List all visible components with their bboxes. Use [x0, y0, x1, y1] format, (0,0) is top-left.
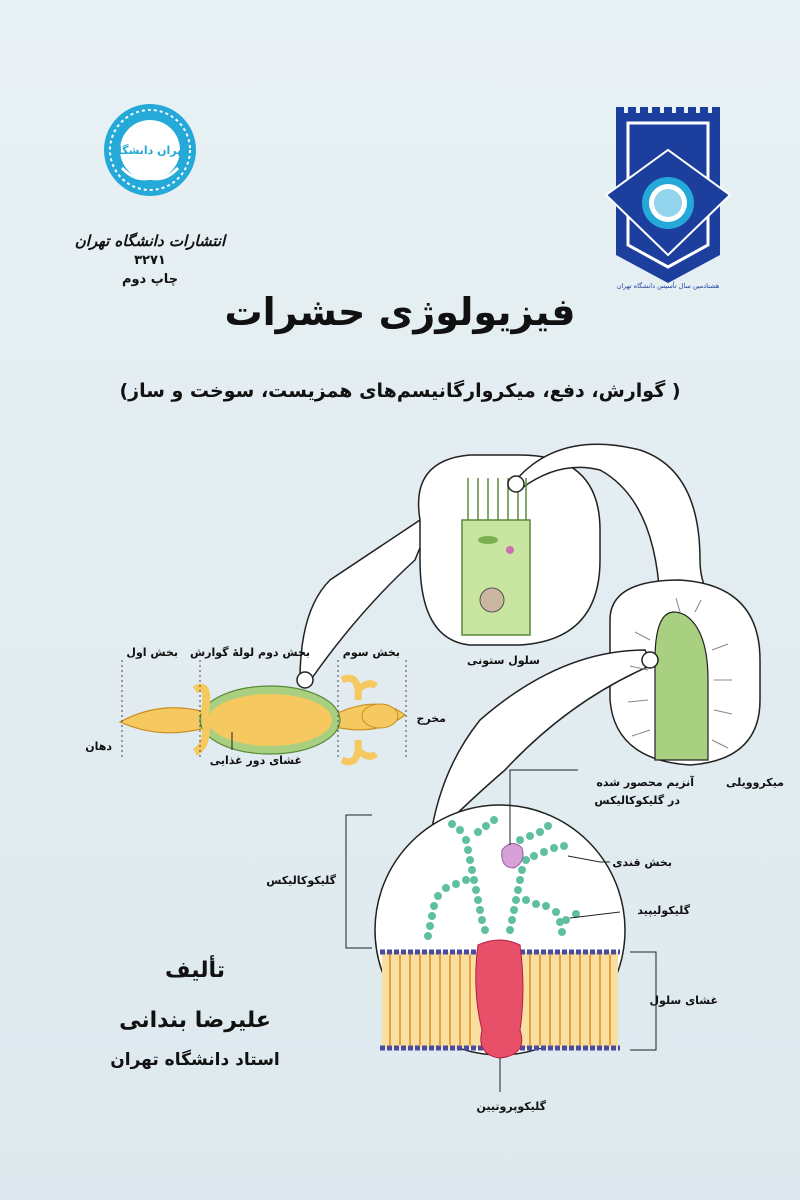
columnar-cell	[462, 520, 530, 635]
label-cell-membrane: غشای سلول	[649, 994, 718, 1007]
label-sugar-part: بخش قندی	[612, 856, 672, 869]
label-mouth: دهان	[85, 740, 112, 753]
gut-zoom-marker	[297, 672, 313, 688]
cell-zoom-marker	[508, 476, 524, 492]
university-logo-text: تهران دانشگاه	[111, 144, 189, 157]
label-enzyme-line2: در گلیکوکالیکس	[594, 794, 680, 807]
author-name: علیرضا بندانی	[119, 1008, 271, 1033]
anniversary-caption: هشتادمین سال تأسیس دانشگاه تهران	[616, 282, 720, 290]
publication-number: ۳۲۷۱	[134, 253, 166, 268]
label-glycoprotein: گلیکوپروتیین	[476, 1100, 546, 1113]
microvillus	[655, 612, 708, 760]
label-enzyme-line1: آنزیم محصور شده	[596, 776, 694, 789]
label-part-three: بخش سوم	[342, 646, 400, 659]
label-anus: مخرج	[416, 712, 446, 725]
label-part-two: بخش دوم لولهٔ گوارش	[189, 646, 310, 659]
cell-mitochondrion	[478, 536, 498, 544]
label-glycolipid: گلیکولیپید	[637, 904, 690, 917]
author-heading: تألیف	[165, 958, 225, 983]
book-title: فیزیولوژی حشرات	[224, 290, 576, 334]
publisher-name: انتشارات دانشگاه تهران	[74, 232, 226, 250]
insect-gut	[120, 672, 405, 762]
label-part-one: بخش اول	[126, 646, 178, 659]
food-bolus	[208, 694, 332, 746]
book-subtitle: ( گوارش، دفع، میکروارگانیسم‌های همزیست، سوخت و ساز)	[119, 380, 681, 402]
glycoprotein	[476, 940, 523, 1058]
cell-nucleus	[480, 588, 504, 612]
rectum	[362, 704, 398, 728]
label-glycocalyx: گلیکوکالیکس	[266, 874, 336, 887]
microvilli-zoom-marker	[642, 652, 658, 668]
author-position: استاد دانشگاه تهران	[110, 1050, 280, 1070]
edition: چاپ دوم	[121, 272, 179, 287]
trapped-enzyme	[502, 843, 523, 868]
label-peritrophic-membrane: غشای دور غذایی	[209, 754, 302, 767]
cell-organelle	[506, 546, 514, 554]
label-columnar-cell: سلول ستونی	[466, 654, 540, 667]
label-microvilli: میکروویلی	[726, 776, 784, 789]
